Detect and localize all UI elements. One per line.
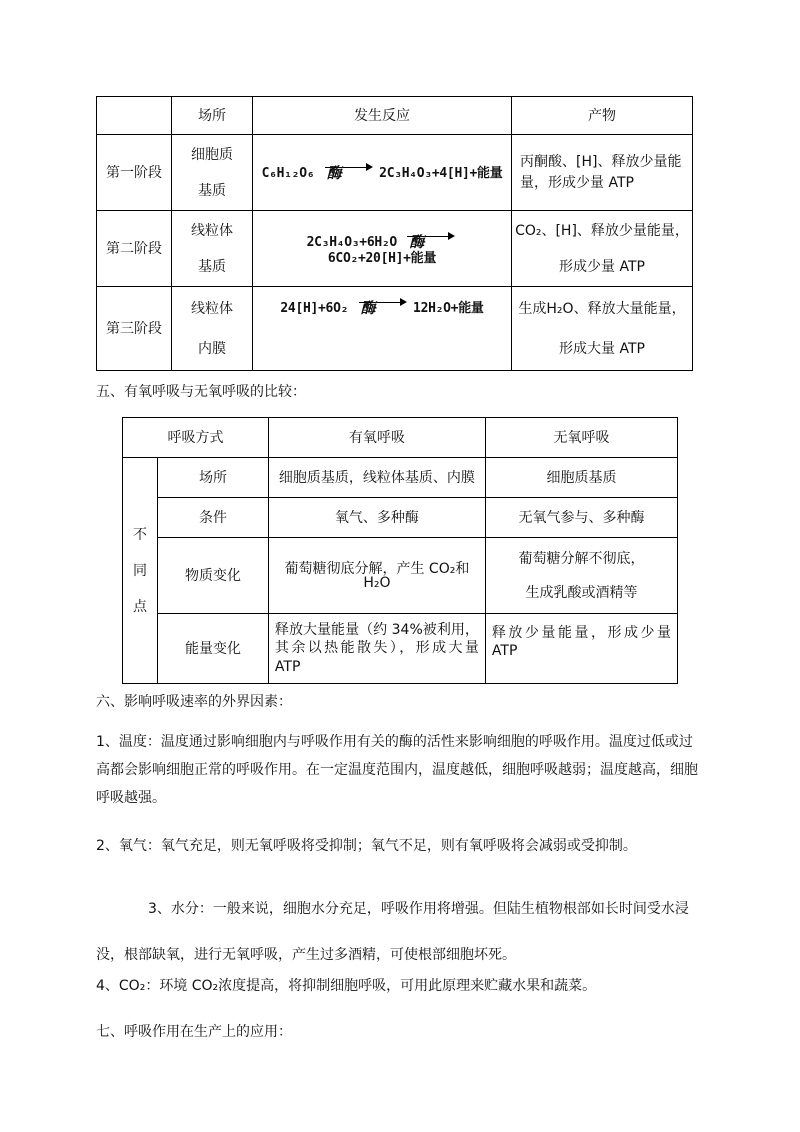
enzyme-arrow-icon: 酶 xyxy=(359,299,403,317)
paragraph-temperature: 1、温度：温度通过影响细胞内与呼吸作用有关的酶的活性来影响细胞的呼吸作用。温度过低或过高都会影响细胞正常的呼吸作用。在一定温度范围内，温度越低，细胞呼吸越弱；温度越高，细胞呼吸越强。 xyxy=(96,734,698,806)
compare-aerobic: 葡萄糖彻底分解，产生 CO₂和 H₂O xyxy=(268,538,485,614)
respiration-stages-table xyxy=(96,96,693,371)
stage-reaction: 2C₃H₄O₃+6H₂O 酶 6CO₂+20[H]+能量 xyxy=(253,211,512,287)
compare-anaerobic: 细胞质基质 xyxy=(485,458,677,498)
header-reaction: 发生反应 xyxy=(253,97,512,135)
compare-anaerobic: 无氧气参与、多种酶 xyxy=(485,498,677,538)
header-aerobic: 有氧呼吸 xyxy=(268,418,485,458)
stage-product: 丙酮酸、[H]、释放少量能量，形成少量 ATP xyxy=(512,135,693,211)
header-anaerobic: 无氧呼吸 xyxy=(485,418,677,458)
compare-aerobic: 释放大量能量（约 34%被利用，其余以热能散失），形成大量 ATP xyxy=(268,614,485,684)
stage-product: CO₂、[H]、释放少量能量， 形成少量 ATP xyxy=(512,211,693,287)
paragraph-oxygen: 2、氧气：氧气充足，则无氧呼吸将受抑制；氧气不足，则有氧呼吸将会减弱或受抑制。 xyxy=(96,838,637,854)
stage-reaction: 24[H]+6O₂ 酶 12H₂O+能量 xyxy=(253,287,512,371)
header-mode: 呼吸方式 xyxy=(123,418,269,458)
compare-aerobic: 细胞质基质，线粒体基质、内膜 xyxy=(268,458,485,498)
enzyme-arrow-icon: 酶 xyxy=(407,233,451,251)
stage-label: 第二阶段 xyxy=(97,211,172,287)
stage-label: 第三阶段 xyxy=(97,287,172,371)
stage-reaction: C₆H₁₂O₆ 酶 2C₃H₄O₃+4[H]+能量 xyxy=(253,135,512,211)
compare-anaerobic: 葡萄糖分解不彻底， 生成乳酸或酒精等 xyxy=(485,538,677,614)
header-place: 场所 xyxy=(172,97,253,135)
compare-item: 物质变化 xyxy=(158,538,269,614)
compare-item: 场所 xyxy=(158,458,269,498)
stage-place: 线粒体 内膜 xyxy=(172,287,253,371)
stage-place: 线粒体 基质 xyxy=(172,211,253,287)
stage-product: 生成H₂O、释放大量能量， 形成大量 ATP xyxy=(512,287,693,371)
header-blank xyxy=(97,97,172,135)
section-6-heading: 六、影响呼吸速率的外界因素： xyxy=(96,694,292,710)
differences-label: 不 同 点 xyxy=(123,458,158,684)
compare-anaerobic: 释放少量能量，形成少量 ATP xyxy=(485,614,677,684)
paragraph-water: 3、水分：一般来说，细胞水分充足，呼吸作用将增强。但陆生植物根部如长时间受水浸没，根部缺氧，进行无氧呼吸，产生过多酒精，可使根部细胞坏死。 xyxy=(96,901,689,963)
stage-place: 细胞质 基质 xyxy=(172,135,253,211)
section-5-heading: 五、有氧呼吸与无氧呼吸的比较： xyxy=(96,384,306,400)
respiration-comparison-table xyxy=(122,417,678,684)
enzyme-arrow-icon: 酶 xyxy=(325,164,369,182)
paragraph-co2: 4、CO₂：环境 CO₂浓度提高，将抑制细胞呼吸，可用此原理来贮藏水果和蔬菜。 xyxy=(96,978,597,994)
header-product: 产物 xyxy=(512,97,693,135)
compare-item: 能量变化 xyxy=(158,614,269,684)
section-7-heading: 七、呼吸作用在生产上的应用： xyxy=(96,1024,292,1040)
stage-label: 第一阶段 xyxy=(97,135,172,211)
compare-aerobic: 氧气、多种酶 xyxy=(268,498,485,538)
compare-item: 条件 xyxy=(158,498,269,538)
